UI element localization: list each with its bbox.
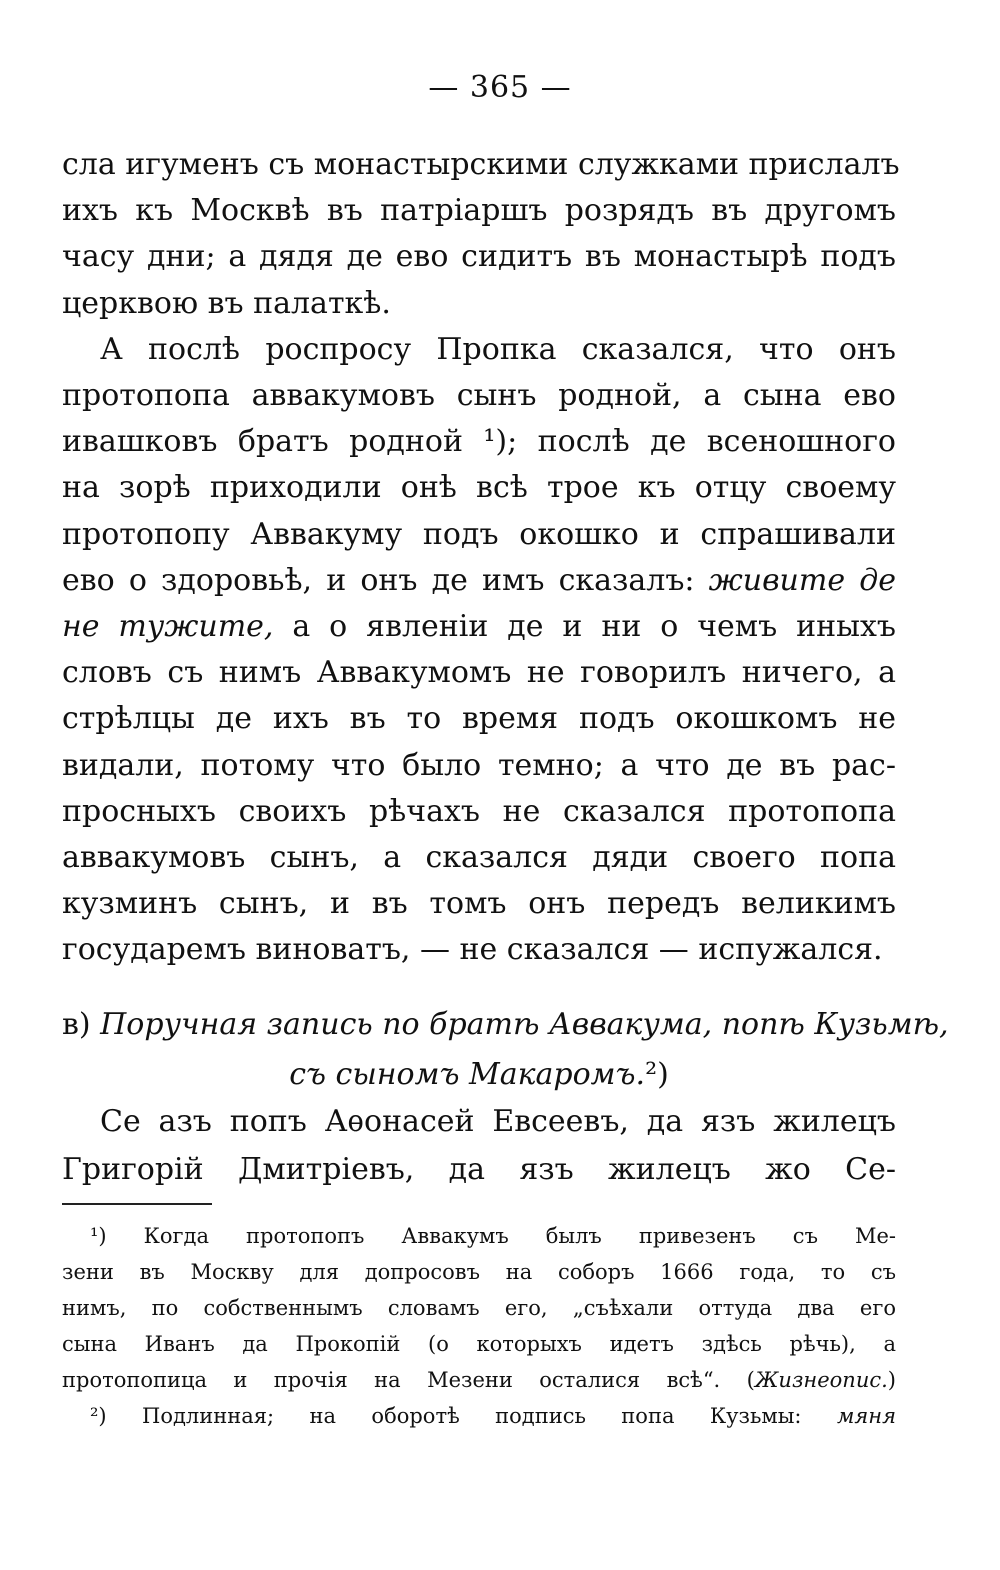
- text-line: на зорѣ приходили онѣ всѣ трое къ отцу своему: [62, 470, 896, 506]
- text-line: Се азъ попъ Аѳонасей Евсеевъ, да язъ жилецъ: [100, 1104, 896, 1139]
- text-line: ихъ къ Москвѣ въ патріаршъ розрядъ въ другомъ: [62, 193, 896, 229]
- section-heading: [62, 1000, 949, 1100]
- paragraph-1: [62, 142, 900, 327]
- footnote-line: ¹) Когда протопопъ Аввакумъ былъ привезенъ съ Ме-: [90, 1224, 896, 1248]
- text-segment: протопопица и прочія на Мезени осталися всѣ“. (: [62, 1368, 755, 1392]
- text-line: церквою въ палаткѣ.: [62, 285, 391, 321]
- text-line: просныхъ своихъ рѣчахъ не сказался протопопа: [62, 793, 896, 829]
- text-line: А послѣ роспросу Пропка сказался, что онъ: [100, 331, 896, 367]
- text-line: сла игуменъ съ монастырскими служками прислалъ: [62, 147, 900, 182]
- paragraph-2: [62, 327, 896, 974]
- text-line: словъ съ нимъ Аввакумомъ не говорилъ ничего, а: [62, 655, 896, 691]
- text-line: видали, потому что было темно; а что де въ рас-: [62, 747, 896, 783]
- main-text: [62, 142, 900, 974]
- italic-quote: живите де: [708, 562, 896, 598]
- footnote-divider: [62, 1203, 212, 1205]
- footnote-ref: ²): [645, 1057, 669, 1092]
- text-segment: ): [887, 1368, 896, 1392]
- footnote-line: сына Иванъ да Прокопій (о которыхъ идетъ здѣсь рѣчь), а: [62, 1332, 896, 1356]
- heading-line: [62, 1000, 949, 1050]
- text-line: протопопа аввакумовъ сынъ родной, а сына ево: [62, 378, 896, 414]
- footnote-line: зени въ Москву для допросовъ на соборъ 1666 года, то съ: [62, 1260, 896, 1284]
- footnote-line: [62, 1398, 896, 1434]
- text-line: протопопу Аввакуму подъ окошко и спрашивали: [62, 516, 896, 552]
- text-line: кузминъ сынъ, и въ томъ онъ передъ великимъ: [62, 886, 896, 922]
- text-line: Григорій Дмитріевъ, да язъ жилецъ жо Се-: [62, 1152, 896, 1187]
- footnote-line: [62, 1362, 896, 1398]
- text-line: [62, 604, 896, 650]
- text-line: стрѣлцы де ихъ въ то время подъ окошкомъ не: [62, 701, 896, 737]
- heading-title: съ сыномъ Макаромъ.: [289, 1057, 646, 1092]
- italic-source: Жизнеопис.: [754, 1368, 888, 1392]
- italic-quote: мяня: [836, 1404, 896, 1428]
- italic-quote: не тужите,: [62, 609, 274, 645]
- section-marker: в): [62, 1007, 91, 1042]
- footnotes: [62, 1218, 896, 1434]
- footnote-line: нимъ, по собственнымъ словамъ его, „съѣхали оттуда два его: [62, 1296, 896, 1320]
- text-line: часу дни; а дядя де ево сидитъ въ монастырѣ подъ: [62, 239, 896, 275]
- page-number: — 365 —: [428, 70, 572, 105]
- text-line: ивашковъ братъ родной ¹); послѣ де всеношного: [62, 424, 896, 460]
- heading-line: [62, 1050, 896, 1100]
- paragraph-3: [62, 1098, 896, 1194]
- heading-title: Поручная запись по братѣ Аввакума, попѣ Кузьмѣ,: [100, 1007, 949, 1042]
- text-segment: а о явленіи де и ни о чемъ иныхъ: [292, 609, 897, 645]
- text-line: аввакумовъ сынъ, а сказался дяди своего попа: [62, 840, 896, 876]
- text-line: [62, 558, 896, 604]
- text-segment: ²) Подлинная; на оборотѣ подпись попа Кузьмы:: [90, 1404, 802, 1428]
- text-segment: ево о здоровьѣ, и онъ де имъ сказалъ:: [62, 562, 695, 598]
- text-line: государемъ виноватъ, — не сказался — испужался.: [62, 932, 883, 968]
